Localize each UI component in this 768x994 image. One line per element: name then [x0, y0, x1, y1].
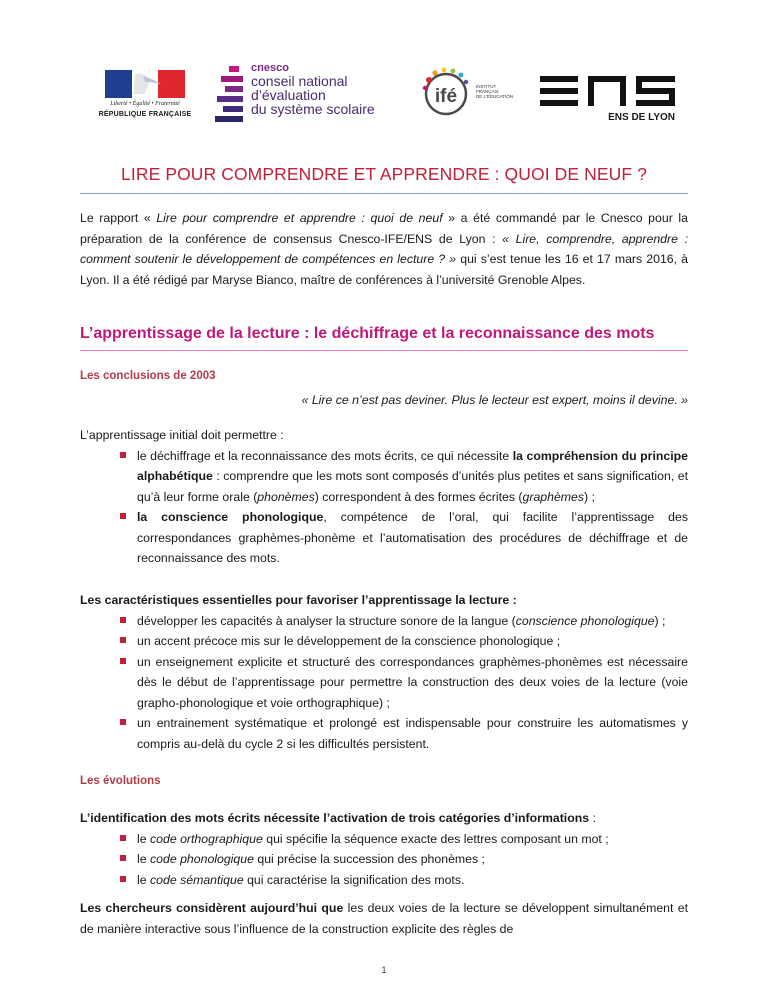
bullet-icon — [120, 617, 126, 623]
essentials-heading: Les caractéristiques essentielles pour favoriser l’apprentissage la lecture : — [80, 593, 517, 607]
ife-logo — [420, 62, 515, 124]
intro-text: » a été commandé par le Cnesco pour la préparation de la conférence de consensus Cnesco-IFE/ENS de Lyon : — [80, 211, 688, 246]
item-text: ) ; — [654, 613, 666, 628]
item-text: qui spécifie la séquence exacte des lettres composant un mot ; — [262, 831, 609, 846]
intro-text: Le rapport « — [80, 211, 157, 225]
rf-motto: Liberté • Égalité • Fraternité — [110, 101, 180, 107]
list-item — [80, 870, 688, 891]
list-item — [80, 849, 688, 870]
bullet-icon — [120, 637, 126, 643]
intro-report-title: Lire pour comprendre et apprendre : quoi de neuf — [156, 211, 443, 225]
ife-side-line: INSTITUT — [476, 84, 497, 89]
item-italic: graphèmes — [522, 489, 585, 504]
initial-intro: L’apprentissage initial doit permettre : — [80, 428, 284, 442]
identification-list — [80, 829, 688, 891]
researchers-text: les deux voies de la lecture se développent simultanément et de manière interactive sous l’influence de la construction explicite des règles de — [80, 901, 688, 936]
ife-side-line: DE L'ÉDUCATION — [476, 94, 514, 99]
epigraph-quote: « Lire ce n’est pas deviner. Plus le lecteur est expert, moins il devine. » — [301, 393, 688, 407]
section-heading: L’apprentissage de la lecture : le déchiffrage et la reconnaissance des mots — [80, 325, 655, 342]
bullet-icon — [120, 658, 126, 664]
item-text: le — [137, 852, 150, 866]
item-text: un accent précoce mis sur le développement de la conscience phonologique ; — [137, 634, 561, 648]
cnesco-line: du système scolaire — [251, 101, 375, 117]
list-item — [80, 631, 688, 652]
bullet-icon — [120, 452, 126, 458]
bullet-icon — [120, 835, 126, 841]
item-text: , compétence de l’oral, qui facilite l’apprentissage des correspondances graphèmes-phonème et l’automatisation des procédures de déchiffrage et de reconnaissance des mots. — [137, 510, 688, 565]
list-item — [80, 446, 688, 508]
title-divider — [80, 193, 688, 194]
intro-paragraph — [80, 208, 688, 290]
ife-circle-icon — [420, 66, 472, 118]
bullet-icon — [120, 719, 126, 725]
cnesco-line: d’évaluation — [251, 87, 326, 103]
initial-learning-block — [80, 425, 688, 569]
identification-block — [80, 808, 688, 890]
ife-side-text — [476, 84, 513, 99]
section-divider — [80, 350, 688, 351]
ife-name: ifé — [434, 86, 458, 107]
cnesco-line: conseil national — [251, 73, 348, 89]
subheading-evolutions: Les évolutions — [80, 775, 161, 787]
identification-heading-text: L’identification des mots écrits nécessite l’activation de trois catégories d’informations — [80, 811, 590, 825]
cnesco-brand: cnesco — [251, 62, 289, 74]
item-text: ) correspondent à des formes écrites ( — [314, 489, 523, 504]
subheading-conclusions: Les conclusions de 2003 — [80, 370, 216, 382]
marianne-flag-icon — [105, 70, 185, 98]
item-italic: code sémantique — [150, 872, 244, 887]
republique-francaise-logo — [95, 70, 195, 122]
rf-name: RÉPUBLIQUE FRANÇAISE — [98, 111, 192, 118]
page-title: LIRE POUR COMPRENDRE ET APPRENDRE : QUOI DE NEUF ? — [121, 164, 647, 184]
logo-bar — [95, 62, 680, 124]
item-text: le déchiffrage et la reconnaissance des mots écrits, ce qui nécessite — [137, 448, 513, 463]
bullet-icon — [120, 513, 126, 519]
item-text: un entrainement systématique et prolongé est indispensable pour construire les automatismes y compris au-delà du cycle 2 si les difficultés persistent. — [137, 716, 688, 751]
essentials-block — [80, 590, 688, 754]
ens-name: ENS DE LYON — [608, 112, 675, 123]
page-number: 1 — [381, 965, 387, 975]
list-item — [80, 611, 688, 632]
cnesco-bars-icon — [215, 66, 243, 122]
list-item — [80, 713, 688, 754]
item-italic: code orthographique — [150, 831, 263, 846]
item-bold: la compréhension du principe alphabétique — [137, 448, 688, 483]
item-text: un enseignement explicite et structuré des correspondances graphèmes-phonèmes est nécessaire dès le début de l’apprentissage pour permettre la construction des deux voies de la lecture (voie grapho-phonologique et voie orthographique) ; — [137, 654, 688, 710]
essentials-list — [80, 611, 688, 755]
item-text: ) ; — [584, 489, 595, 504]
identification-heading — [80, 808, 688, 829]
bullet-icon — [120, 876, 126, 882]
item-text: : comprendre que les mots sont composés d’unités plus petites et sans signification, et qu’à leur forme orale ( — [137, 469, 688, 504]
cnesco-wordmark — [251, 62, 375, 116]
identification-colon: : — [589, 811, 596, 825]
researchers-paragraph — [80, 898, 688, 939]
item-text: qui précise la succession des phonèmes ; — [253, 852, 485, 866]
item-italic: code phonologique — [150, 852, 254, 866]
cnesco-logo — [215, 62, 405, 124]
item-text: développer les capacités à analyser la structure sonore de la langue ( — [137, 613, 516, 628]
item-text: le — [137, 831, 150, 846]
item-text: qui caractérise la signification des mots. — [243, 872, 465, 887]
intro-text: qui s’est tenue les 16 et 17 mars 2016, à Lyon. Il a été rédigé par Maryse Bianco, maître de conférences à l’université Grenoble Alpes. — [80, 252, 688, 287]
list-item — [80, 507, 688, 569]
item-italic: conscience phonologique — [515, 613, 655, 628]
list-item — [80, 829, 688, 850]
ife-side-line: FRANÇAIS — [476, 89, 499, 94]
item-italic: phonèmes — [257, 489, 315, 504]
item-text: le — [137, 872, 150, 887]
initial-list — [80, 446, 688, 569]
intro-conference-title: « Lire, comprendre, apprendre : comment soutenir le développement de compétences en lecture ? » — [80, 231, 689, 266]
researchers-bold: Les chercheurs considèrent aujourd’hui que — [80, 901, 344, 915]
list-item — [80, 652, 688, 714]
item-bold: la conscience phonologique — [137, 510, 324, 524]
ens-mark-icon — [540, 76, 675, 106]
bullet-icon — [120, 855, 126, 861]
ens-lyon-logo — [540, 76, 675, 124]
